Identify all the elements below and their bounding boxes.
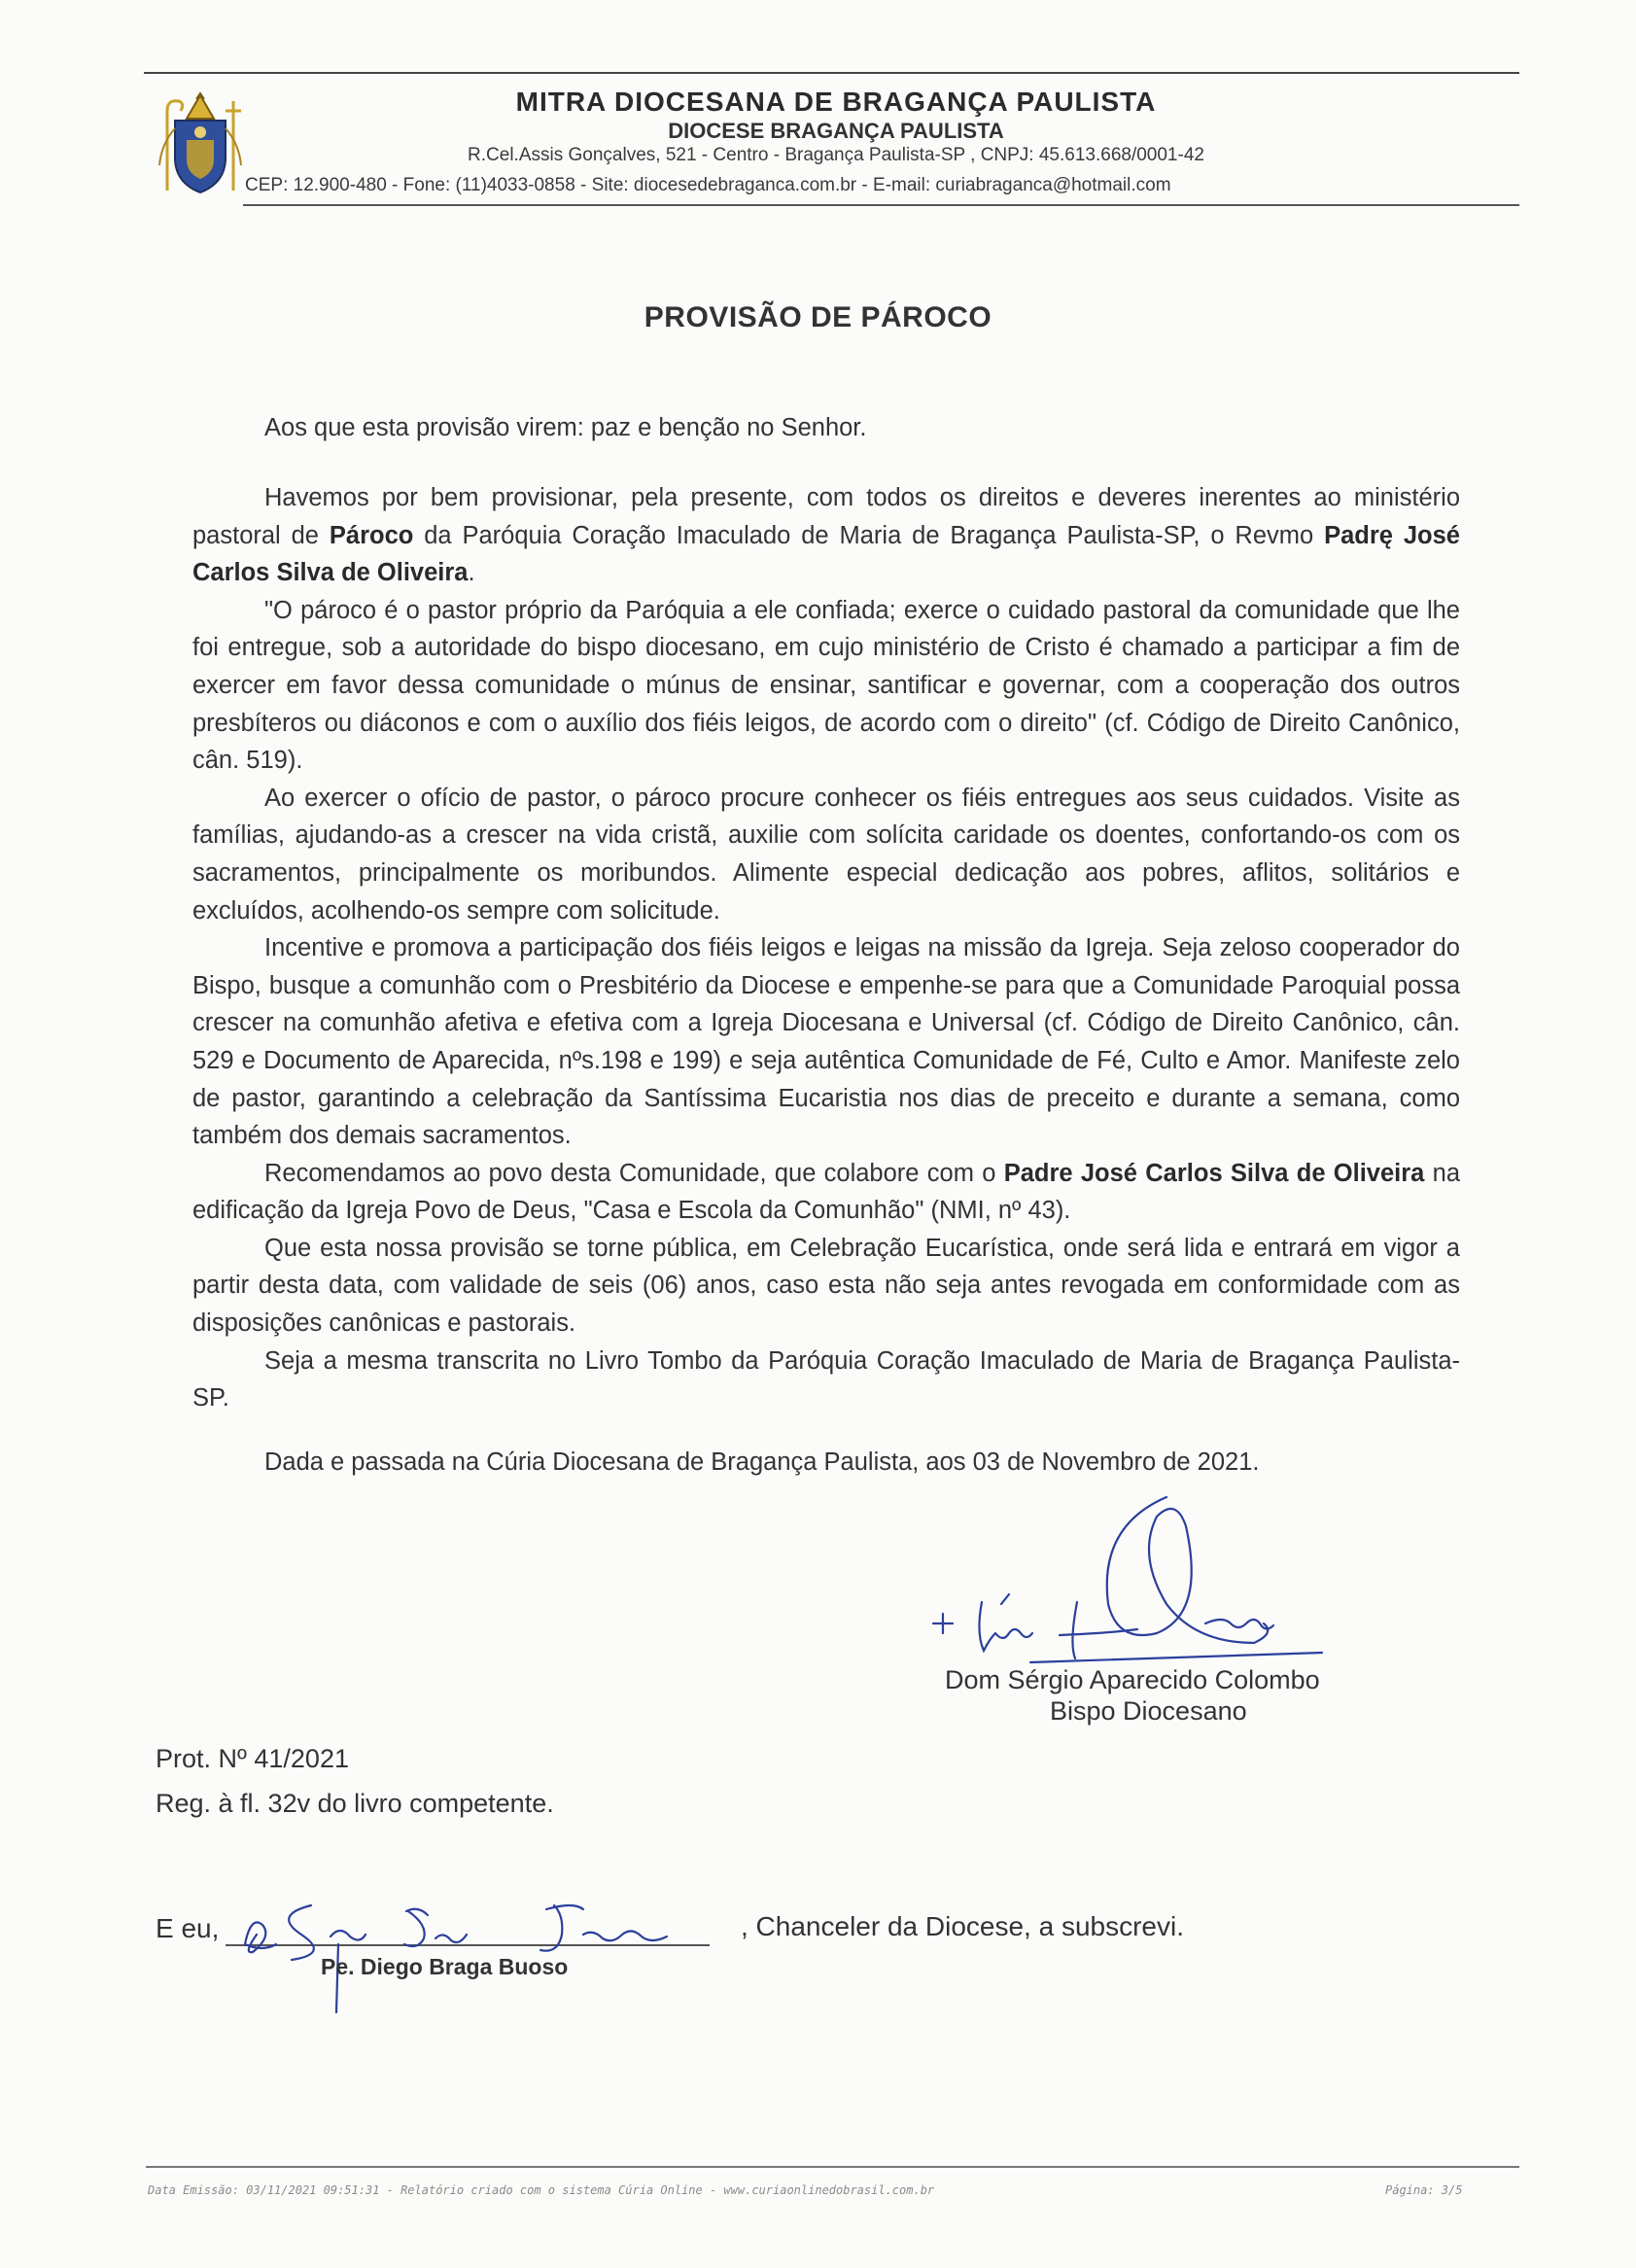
chancellor-signature bbox=[233, 1876, 690, 2022]
footer-emission-info: Data Emissão: 03/11/2021 09:51:31 - Relatório criado com o sistema Cúria Online - www.curiaonlinedobrasil.com.br bbox=[148, 2183, 935, 2197]
bishop-signature bbox=[914, 1487, 1332, 1682]
chancellor-name: Pe. Diego Braga Buoso bbox=[321, 1954, 569, 1979]
contact-line: CEP: 12.900-480 - Fone: (11)4033-0858 - Site: diocesedebraganca.com.br - E-mail: curiabraganca@hotmail.com bbox=[245, 175, 1171, 195]
bishop-name: Dom Sérgio Aparecido Colombo bbox=[945, 1665, 1320, 1694]
registry-block bbox=[156, 1736, 554, 1826]
document-title: PROVISÃO DE PÁROCO bbox=[644, 301, 992, 333]
paragraph-appointment: Havemos por bem provisionar, pela presente, com todos os direitos e deveres inerentes ao ministério pastoral de Pároco da Paróquia Coração Imaculado de Maria de Bragança Paulista-SP, o Revmo Padrę José Carlos Silva de Oliveira. bbox=[192, 484, 1460, 587]
header-bottom-rule bbox=[243, 204, 1519, 206]
footer-page-number: Página: 3/5 bbox=[1385, 2183, 1463, 2197]
paragraph-publication: Que esta nossa provisão se torne pública, em Celebração Eucarística, onde será lida e entrará em vigor a partir desta data, com validade de seis (06) anos, caso esta não seja antes revogada em conformidade com as disposições canônicas e pastorais. bbox=[192, 1234, 1460, 1338]
protocol-number: Prot. Nº 41/2021 bbox=[156, 1744, 349, 1773]
paragraph-canon-quote: "O pároco é o pastor próprio da Paróquia a ele confiada; exerce o cuidado pastoral da comunidade que lhe foi entregue, sob a autoridade do bispo diocesano, em cujo ministério de Cristo é chamado a participar a fim de exercer em favor dessa comunidade o múnus de ensinar, santificar e governar, com a cooperação dos outros presbíteros ou diáconos e com o auxílio dos fiéis leigos, de acordo com o direito" (cf. Código de Direito Canônico, cân. 519). bbox=[192, 596, 1460, 775]
paragraph-pastoral-office: Ao exercer o ofício de pastor, o pároco procure conhecer os fiéis entregues aos seus cuidados. Visite as famílias, ajudando-as a crescer na vida cristã, auxilie com solícita caridade os doentes, confortando-os com os sacramentos, principalmente os moribundos. Alimente especial dedicação aos pobres, aflitos, solitários e excluídos, acolhendo-os sempre com solicitude. bbox=[192, 784, 1460, 925]
paragraph-transcription: Seja a mesma transcrita no Livro Tombo da Paróquia Coração Imaculado de Maria de Bragança Paulista-SP. bbox=[192, 1346, 1460, 1413]
bishop-title: Bispo Diocesano bbox=[1050, 1696, 1247, 1726]
closing-line: Dada e passada na Cúria Diocesana de Bragança Paulista, aos 03 de Novembro de 2021. bbox=[264, 1448, 1260, 1476]
paragraph-recommendation: Recomendamos ao povo desta Comunidade, que colabore com o Padre José Carlos Silva de Oliveira na edificação da Igreja Povo de Deus, "Casa e Escola da Comunhão" (NMI, nº 43). bbox=[192, 1159, 1461, 1225]
paragraph-participation: Incentive e promova a participação dos fiéis leigos e leigas na missão da Igreja. Seja zeloso cooperador do Bispo, busque a comunhão com o Presbitério da Diocese e empenhe-se para que a Comunidade Paroquial possa crescer na comunhão afetiva e efetiva com a Igreja Diocesana e Universal (cf. Código de Direito Canônico, cân. 529 e Documento de Aparecida, nºs.198 e 199) e seja autêntica Comunidade de Fé, Culto e Amor. Manifeste zelo de pastor, garantindo a celebração da Santíssima Eucaristia nos dias de preceito e durante a semana, como também dos demais sacramentos. bbox=[192, 934, 1460, 1150]
address-line: R.Cel.Assis Gonçalves, 521 - Centro - Bragança Paulista-SP , CNPJ: 45.613.668/0001-42 bbox=[468, 145, 1204, 165]
chancellor-prefix: E eu, bbox=[156, 1913, 220, 1943]
registration-note: Reg. à fl. 32v do livro competente. bbox=[156, 1789, 554, 1818]
greeting: Aos que esta provisão virem: paz e benção no Senhor. bbox=[264, 414, 867, 441]
letterhead bbox=[243, 86, 1429, 167]
diocese-name: DIOCESE BRAGANÇA PAULISTA bbox=[668, 119, 1004, 143]
organization-name: MITRA DIOCESANA DE BRAGANÇA PAULISTA bbox=[515, 87, 1157, 117]
diocese-crest-icon bbox=[154, 89, 247, 198]
header-top-rule bbox=[144, 72, 1519, 74]
document-body bbox=[192, 479, 1460, 1417]
chancellor-statement: , Chanceler da Diocese, a subscrevi. bbox=[741, 1911, 1184, 1941]
footer-rule bbox=[146, 2166, 1519, 2168]
